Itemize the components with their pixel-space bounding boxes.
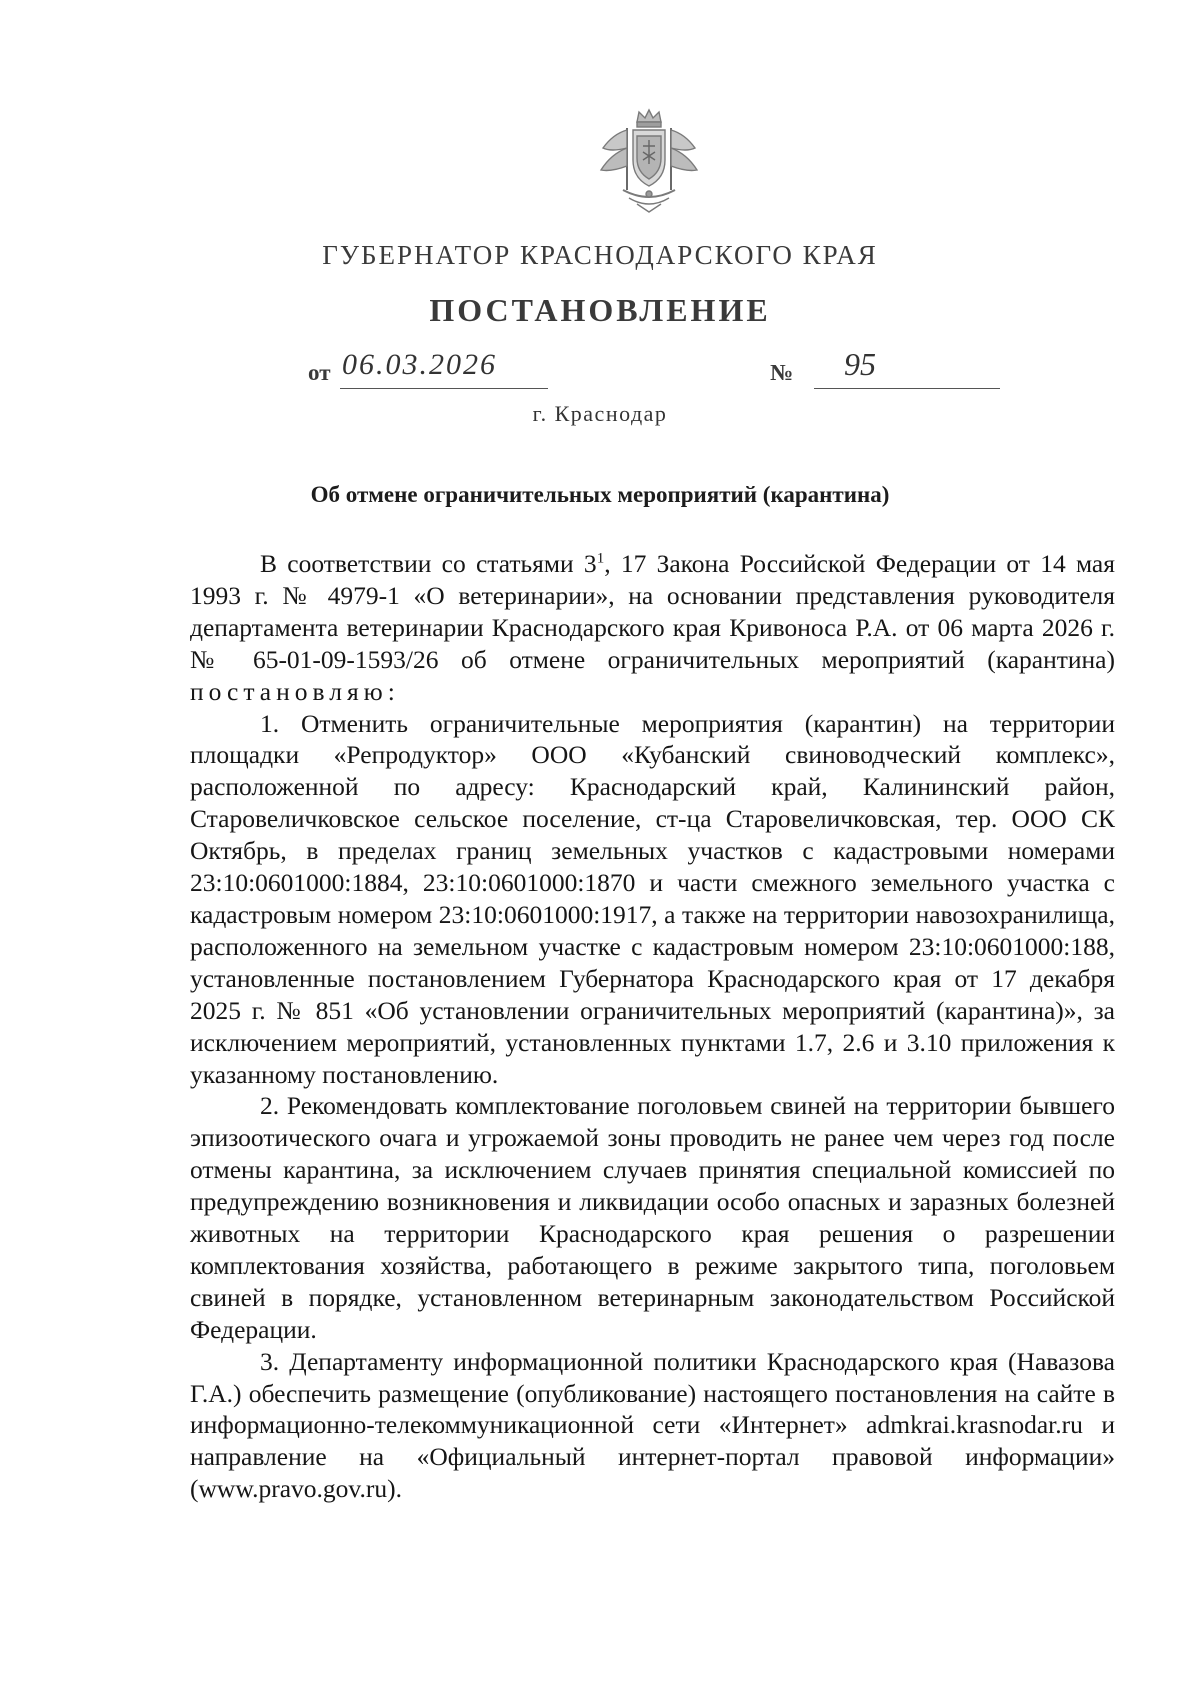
handwritten-number: 95 <box>844 346 876 382</box>
article-superscript: 1 <box>596 550 605 567</box>
issuing-authority: ГУБЕРНАТОР КРАСНОДАРСКОГО КРАЯ <box>322 240 878 270</box>
item-2-paragraph: 2. Рекомендовать комплектование поголовьем свиней на территории бывшего эпизоотического очага и угрожаемой зоны проводить не ранее чем через год после отмены карантина, за исключением случаев принятия специальной комиссией по предупреждению возникновения и ликвидации особо опасных и заразных болезней животных на территории Краснодарского края решения о разрешении комплектования хозяйства, работающего в режиме закрытого типа, поголовьем свиней в порядке, установленном ветеринарным законодательством Российской Федерации. <box>190 1091 1115 1344</box>
document-subject: Об отмене ограничительных мероприятий (карантина) <box>310 482 890 507</box>
document-number <box>770 346 1000 386</box>
document-date <box>308 348 548 386</box>
date-underline <box>340 388 548 389</box>
item-1-paragraph: 1. Отменить ограничительные мероприятия (карантин) на территории площадки «Репродуктор» ООО «Кубанский свиноводческий комплекс», расположенной по адресу: Краснодарский край, Калининский район, Старовеличковское сельское поселение, ст-ца Старовеличковская, тер. ООО СК Октябрь, в пределах границ земельных участков с кадастровыми номерами 23:10:0601000:1884, 23:10:0601000:1870 и части смежного земельного участка с кадастровым номером 23:10:0601000:1917, а также на территории навозохранилища, расположенного на земельном участке с кадастровым номером 23:10:0601000:188, установленные постановлением Губернатора Краснодарского края от 17 декабря 2025 г. № 851 «Об установлении ограничительных мероприятий (карантина)», за исключением мероприятий, установленных пунктами 1.7, 2.6 и 3.10 приложения к указанному постановлению. <box>190 708 1115 1089</box>
number-underline <box>814 388 1000 389</box>
handwritten-date: 06.03.2026 <box>342 348 497 381</box>
preamble-text-end: , 17 Закона Российской Федерации от 14 мая 1993 г. № 4979-1 «О ветеринарии», на основании представления руководителя департамента ветеринарии Краснодарского края Кривоноса Р.А. от 06 марта 2026 г. № 65-01-09-1593/26 об отмене ограничительных мероприятий (карантина) <box>190 549 1115 674</box>
preamble-text-start: В соответствии со статьями 3 <box>260 549 597 578</box>
document-body <box>190 548 1115 1505</box>
number-label: № <box>770 360 794 385</box>
item-3-paragraph: 3. Департаменту информационной политики Краснодарского края (Навазова Г.А.) обеспечить размещение (опубликование) настоящего постановления на сайте в информационно-телекоммуникационной сети «Интернет» admkrai.krasnodar.ru и направление на «Официальный интернет-портал правовой информации» (www.pravo.gov.ru). <box>190 1346 1115 1504</box>
date-label: от <box>308 360 331 385</box>
document-type: ПОСТАНОВЛЕНИЕ <box>429 292 771 328</box>
preamble-paragraph <box>190 548 1115 708</box>
issue-city: г. Краснодар <box>532 401 668 426</box>
resolve-word: постановляю: <box>190 676 400 706</box>
krasnodar-coat-of-arms-icon <box>593 108 705 214</box>
